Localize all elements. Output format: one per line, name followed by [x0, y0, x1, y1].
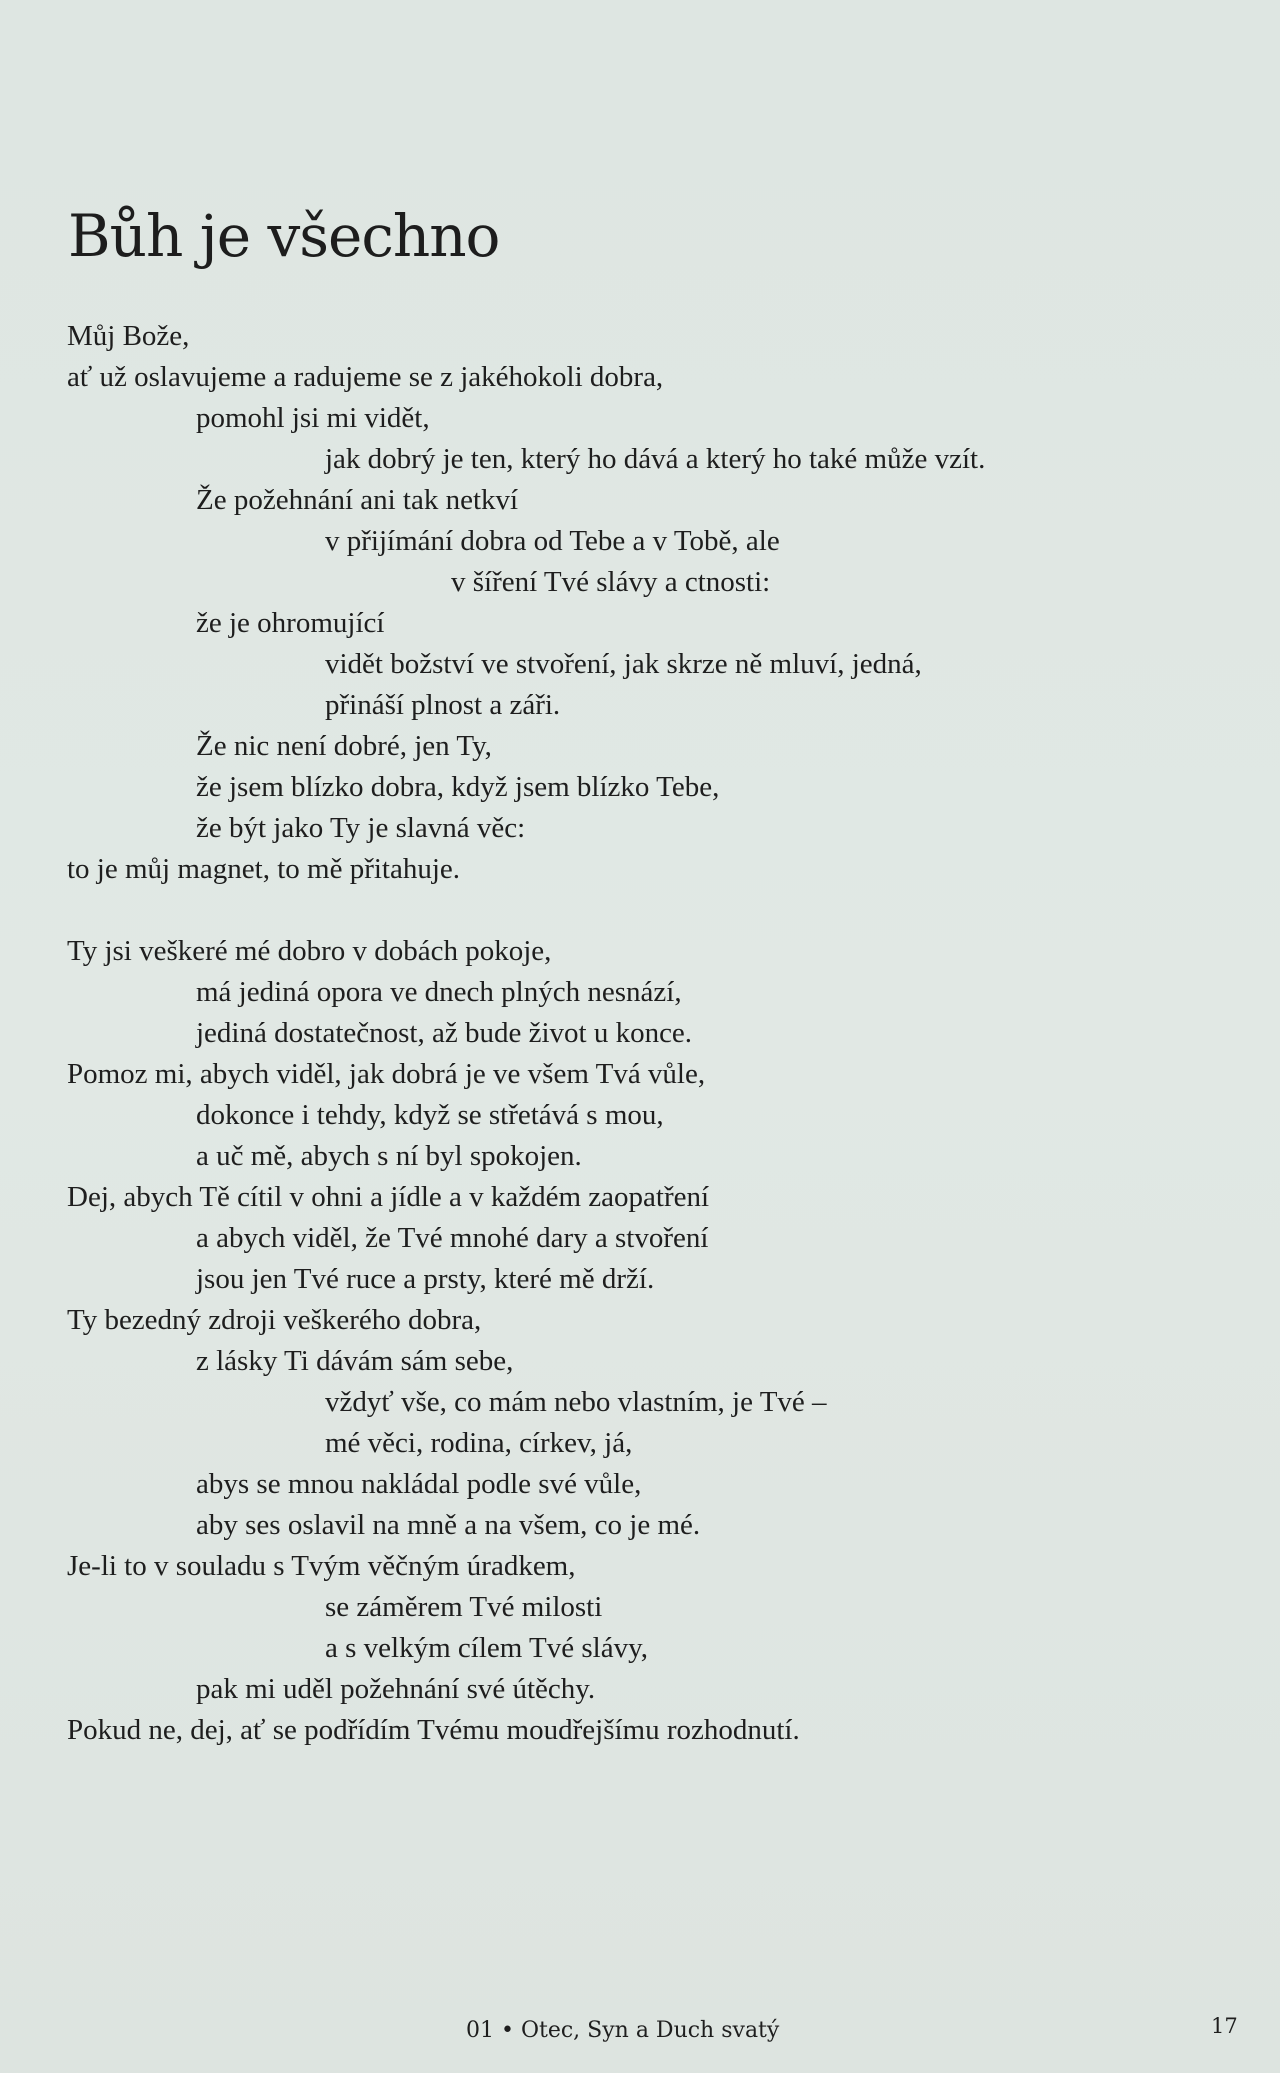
poem-line: že být jako Ty je slavná věc: [196, 812, 526, 844]
poem-line: Pokud ne, dej, ať se podřídím Tvému moudřejšímu rozhodnutí. [67, 1714, 800, 1746]
poem-line: jediná dostatečnost, až bude život u konce. [196, 1017, 693, 1049]
poem-line: a uč mě, abych s ní byl spokojen. [196, 1140, 582, 1172]
poem-line: pak mi uděl požehnání své útěchy. [196, 1673, 596, 1705]
poem-line: vidět božství ve stvoření, jak skrze ně mluví, jedná, [325, 648, 922, 680]
poem-line: dokonce i tehdy, když se střetává s mou, [196, 1099, 664, 1131]
poem-line: mé věci, rodina, církev, já, [325, 1427, 633, 1459]
poem-line: v přijímání dobra od Tebe a v Tobě, ale [325, 525, 780, 557]
poem-line: Že nic není dobré, jen Ty, [196, 730, 492, 762]
poem-line: aby ses oslavil na mně a na všem, co je mé. [196, 1509, 701, 1541]
poem-line: vždyť vše, co mám nebo vlastním, je Tvé – [325, 1386, 827, 1418]
poem-line: v šíření Tvé slávy a ctnosti: [451, 566, 771, 598]
bleed-through-shadow [890, 200, 910, 273]
page-number: 17 [1211, 2014, 1238, 2038]
poem-line: abys se mnou nakládal podle své vůle, [196, 1468, 642, 1500]
poem-line: Můj Bože, [67, 320, 190, 352]
poem-line: pomohl jsi mi vidět, [196, 402, 430, 434]
poem-line: že je ohromující [196, 607, 385, 639]
poem-line: Ty jsi veškeré mé dobro v dobách pokoje, [67, 935, 552, 967]
poem-line: to je můj magnet, to mě přitahuje. [67, 853, 461, 885]
poem-line: Že požehnání ani tak netkví [196, 484, 519, 516]
poem-line: se záměrem Tvé milosti [325, 1591, 603, 1623]
poem-line: že jsem blízko dobra, když jsem blízko Tebe, [196, 771, 720, 803]
poem-line: a s velkým cílem Tvé slávy, [325, 1632, 648, 1664]
poem-line: jak dobrý je ten, který ho dává a který ho také může vzít. [325, 443, 986, 475]
poem-stanza [67, 316, 1207, 890]
poem-line: má jediná opora ve dnech plných nesnází, [196, 976, 682, 1008]
poem-stanza [67, 931, 1207, 1751]
running-footer-chapter: 01 • Otec, Syn a Duch svatý [466, 2018, 780, 2043]
poem-line: a abych viděl, že Tvé mnohé dary a stvoření [196, 1222, 709, 1254]
poem-line: Ty bezedný zdroji veškerého dobra, [67, 1304, 482, 1336]
poem-line: jsou jen Tvé ruce a prsty, které mě drží. [196, 1263, 655, 1295]
poem-line: Dej, abych Tě cítil v ohni a jídle a v každém zaopatření [67, 1181, 710, 1213]
poem-line: ať už oslavujeme a radujeme se z jakéhokoli dobra, [67, 361, 664, 393]
poem-line: z lásky Ti dávám sám sebe, [196, 1345, 514, 1377]
page-title: Bůh je všechno [68, 202, 500, 270]
poem-line: přináší plnost a záři. [325, 689, 561, 721]
poem-line: Pomoz mi, abych viděl, jak dobrá je ve všem Tvá vůle, [67, 1058, 706, 1090]
poem-line: Je-li to v souladu s Tvým věčným úradkem, [67, 1550, 576, 1582]
poem-body [67, 316, 1207, 1751]
